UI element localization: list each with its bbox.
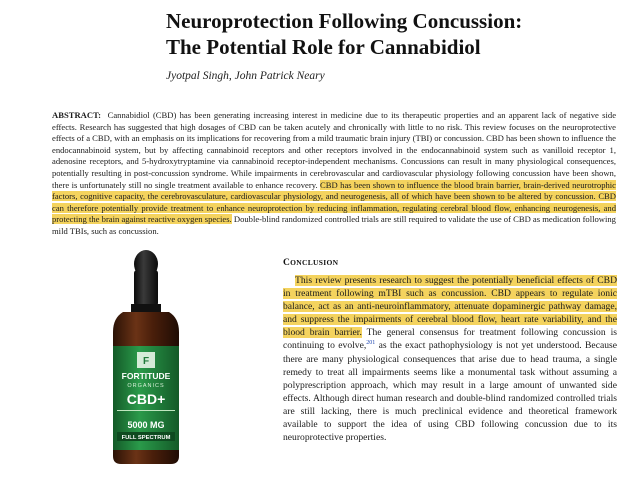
conclusion-heading-rest: ONCLUSION [290,258,339,267]
abstract-text: Cannabidiol (CBD) has been generating increasing interest in medicine due to its therapeutic properties and an apparent lack of negative side effects. Research has suggested that high dosages of CBD can be taken acutely and chronically with little to no risk. This review focuses on the neuroprotective effects of a CBD, with an emphasis on its implications for recovering from a mild traumatic brain injury (TBI) or concussion. CBD has been shown to influence the endocannabinoid system, but by affecting cannabinoid receptors and other receptors involved in the endocannabinoid system such as vanilloid receptor 1, adenosine receptors, and 5-hydroxytryptamine via cannabinoid receptor-independent mechanisms. Concussions can result in many physiological consequences, potentially resulting in post-concussion syndrome. While impairments in cerebrovascular and cardiovascular physiology following concussion have been shown, there is unfortunately still no single treatment available to enhance recovery. [52,110,617,190]
abstract-label: ABSTRACT: [52,110,102,120]
bottle-cap [134,270,158,306]
abstract-text-end: Double-blind randomized controlled trials are still required to validate the use of CBD as medication following mild TBIs, such as concussion. [52,214,616,236]
bottle-neck [131,304,161,312]
label-dose: 5000 MG [127,420,165,430]
title-line-2: The Potential Role for Cannabidiol [166,35,481,59]
conclusion-heading [283,258,338,268]
conclusion-highlight: This review presents research to suggest the potentially beneficial effects of CBD in treatment following mTBI such as concussion. CBD appears to regulate ionic balance, act as an anti-neuroinflammatory, attenuate dopaminergic pathway damage, and suppress the impairments of cerebral blood flow, heart rate variability, and the blood brain barrier. [283,275,617,339]
conclusion-text-1: The general consensus for treatment following concussion is continuing to evolve, [283,327,617,352]
cbd-bottle-image [103,248,189,468]
label-logo-letter: F [142,356,150,367]
authors: Jyotpal Singh, John Patrick Neary [166,70,325,82]
label-spectrum: FULL SPECTRUM [121,435,171,441]
abstract [52,110,616,238]
label-brand-1: FORTITUDE [121,371,171,381]
paper-title [166,8,606,60]
abstract-highlight: CBD has been shown to influence the blood brain barrier, brain-derived neurotrophic factors, cognitive capacity, the cerebrovasculature, cardiovascular physiology, and neurogenesis, all of which have been shown to be altered by concussion. CBD can therefore potentially provide treatment to enhance neuroprotection by reducing inflammation, regulating cerebral blood flow, enhancing neurogenesis, and protecting the brain against reactive oxygen species. [52,179,616,225]
citation-ref[interactable]: 201 [366,340,376,347]
label-product-name: CBD+ [126,391,166,407]
conclusion-text-2: as the exact pathophysiology is not yet understood. Because there are many physiological consequences that arise due to head trauma, a single remedy to treat all impairments seems like a monumental task without assuming a polyprescription approach, which may result in a large amount of unwanted side effects. Although direct human research and double-blind randomized controlled trials are still lacking, there is much preclinical evidence and theoretical framework available to support the idea of using CBD following concussion due to its neuroprotective properties. [283,340,617,444]
label-brand-2: ORGANICS [127,383,165,389]
title-line-1: Neuroprotection Following Concussion: [166,9,523,33]
conclusion-text [283,274,617,444]
conclusion-heading-first: C [283,258,291,268]
